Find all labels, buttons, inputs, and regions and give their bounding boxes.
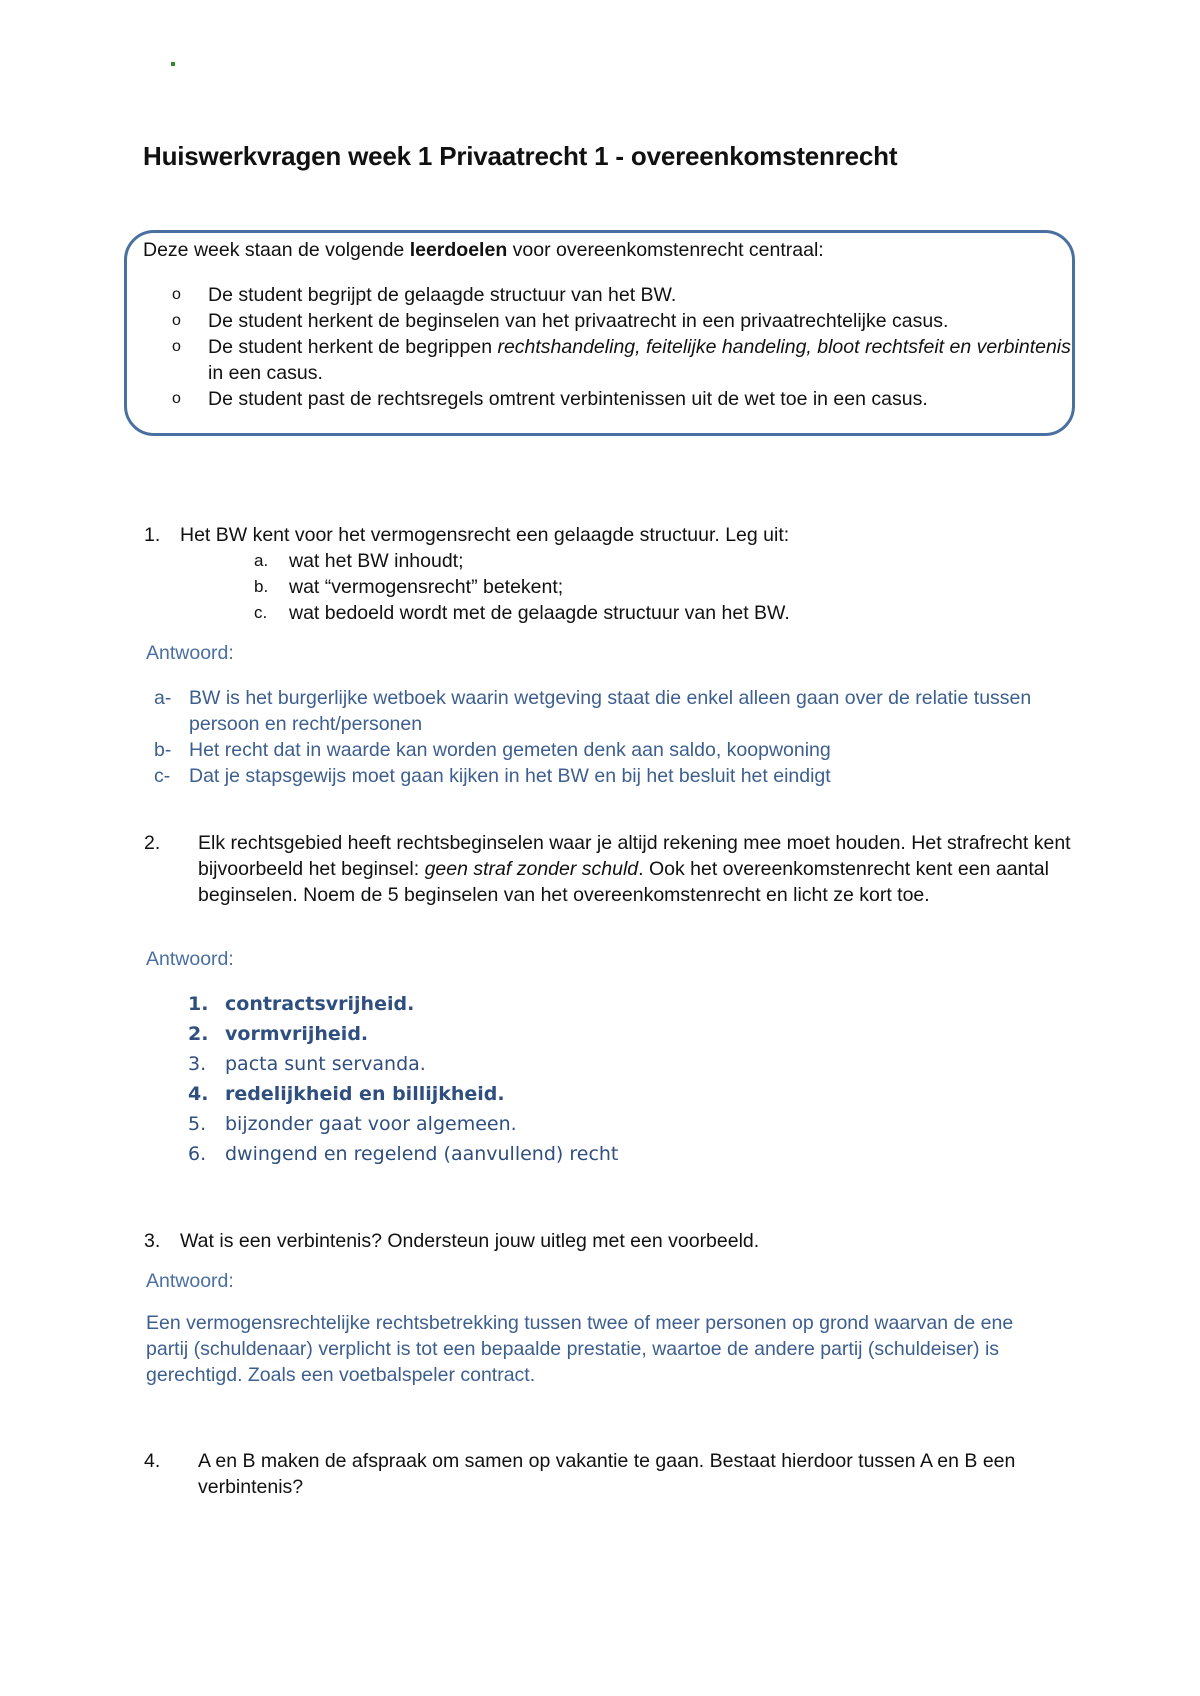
question-1-subitems: [254, 548, 790, 626]
answer-2-list: [188, 989, 618, 1169]
question-2: 2. Elk rechtsgebied heeft rechtsbeginselen waar je altijd rekening mee moet houden. Het strafrecht kent bijvoorbeeld het beginsel: geen straf zonder schuld. Ook het overeenkomstenrecht kent een aantal beginselen. Noem de 5 beginselen van het overeenkomstenrecht en licht ze kort toe.: [144, 832, 1071, 906]
question-text: A en B maken de afspraak om samen op vakantie te gaan. Bestaat hierdoor tussen A en B een verbintenis?: [198, 1450, 1016, 1498]
answer-item: 1. contractsvrijheid.: [188, 993, 415, 1015]
question-number: 4.: [144, 1450, 161, 1472]
answer-item: 2. vormvrijheid.: [188, 1023, 369, 1045]
answer-item: 5. bijzonder gaat voor algemeen.: [188, 1113, 517, 1135]
answer-item: c- Dat je stapsgewijs moet gaan kijken in het BW en bij het besluit het eindigt: [154, 765, 831, 787]
answer-item: 3. pacta sunt servanda.: [188, 1053, 426, 1075]
sub-item: c. wat bedoeld wordt met de gelaagde structuur van het BW.: [254, 602, 790, 624]
question-4: [144, 1448, 1120, 1500]
answer-label: Antwoord:: [146, 1270, 234, 1292]
answer-item: a- BW is het burgerlijke wetboek waarin wetgeving staat die enkel alleen gaan over de relatie tussen persoon en recht/personen: [154, 687, 1032, 735]
learning-goals-intro: Deze week staan de volgende leerdoelen voor overeenkomstenrecht centraal:: [143, 239, 824, 261]
bullet-icon: o: [172, 390, 181, 407]
answer-3: Een vermogensrechtelijke rechtsbetrekking tussen twee of meer personen op grond waarvan de ene partij (schuldenaar) verplicht is tot een bepaalde prestatie, waartoe de andere partij (schuldeiser) is gerechtigd. Zoals een voetbalspeler contract.: [146, 1312, 1014, 1386]
learning-goals-list: [172, 282, 1072, 412]
learning-goal-item: o De student herkent de begrippen rechtshandeling, feitelijke handeling, bloot rechtsfeit en verbintenis in een casus.: [172, 336, 1071, 384]
answer-item: 4. redelijkheid en billijkheid.: [188, 1083, 505, 1105]
answer-1: [154, 685, 1034, 789]
learning-goal-item: o De student begrijpt de gelaagde structuur van het BW.: [172, 284, 677, 306]
sub-item: b. wat “vermogensrecht” betekent;: [254, 576, 564, 598]
answer-label: Antwoord:: [146, 642, 234, 664]
question-text: Wat is een verbintenis? Ondersteun jouw uitleg met een voorbeeld.: [180, 1230, 760, 1252]
header-mark: [171, 62, 175, 66]
learning-goal-item: o De student herkent de beginselen van het privaatrecht in een privaatrechtelijke casus.: [172, 310, 949, 332]
learning-goals-keyword: leerdoelen: [409, 239, 508, 261]
learning-goal-item: o De student past de rechtsregels omtrent verbintenissen uit de wet toe in een casus.: [172, 388, 928, 410]
bullet-icon: o: [172, 338, 181, 355]
bullet-icon: o: [172, 312, 181, 329]
answer-label: Antwoord:: [146, 948, 234, 970]
answer-item: 6. dwingend en regelend (aanvullend) recht: [188, 1143, 619, 1165]
answer-item: b- Het recht dat in waarde kan worden gemeten denk aan saldo, koopwoning: [154, 739, 831, 761]
question-1: [144, 522, 1080, 548]
question-3: [144, 1228, 1080, 1254]
question-text: Het BW kent voor het vermogensrecht een gelaagde structuur. Leg uit:: [180, 524, 790, 546]
question-number: 2.: [144, 832, 161, 854]
bullet-icon: o: [172, 286, 181, 303]
question-number: 3.: [144, 1230, 161, 1252]
sub-item: a. wat het BW inhoudt;: [254, 550, 464, 572]
page-title: Huiswerkvragen week 1 Privaatrecht 1 - overeenkomstenrecht: [143, 141, 898, 171]
question-number: 1.: [144, 524, 161, 546]
